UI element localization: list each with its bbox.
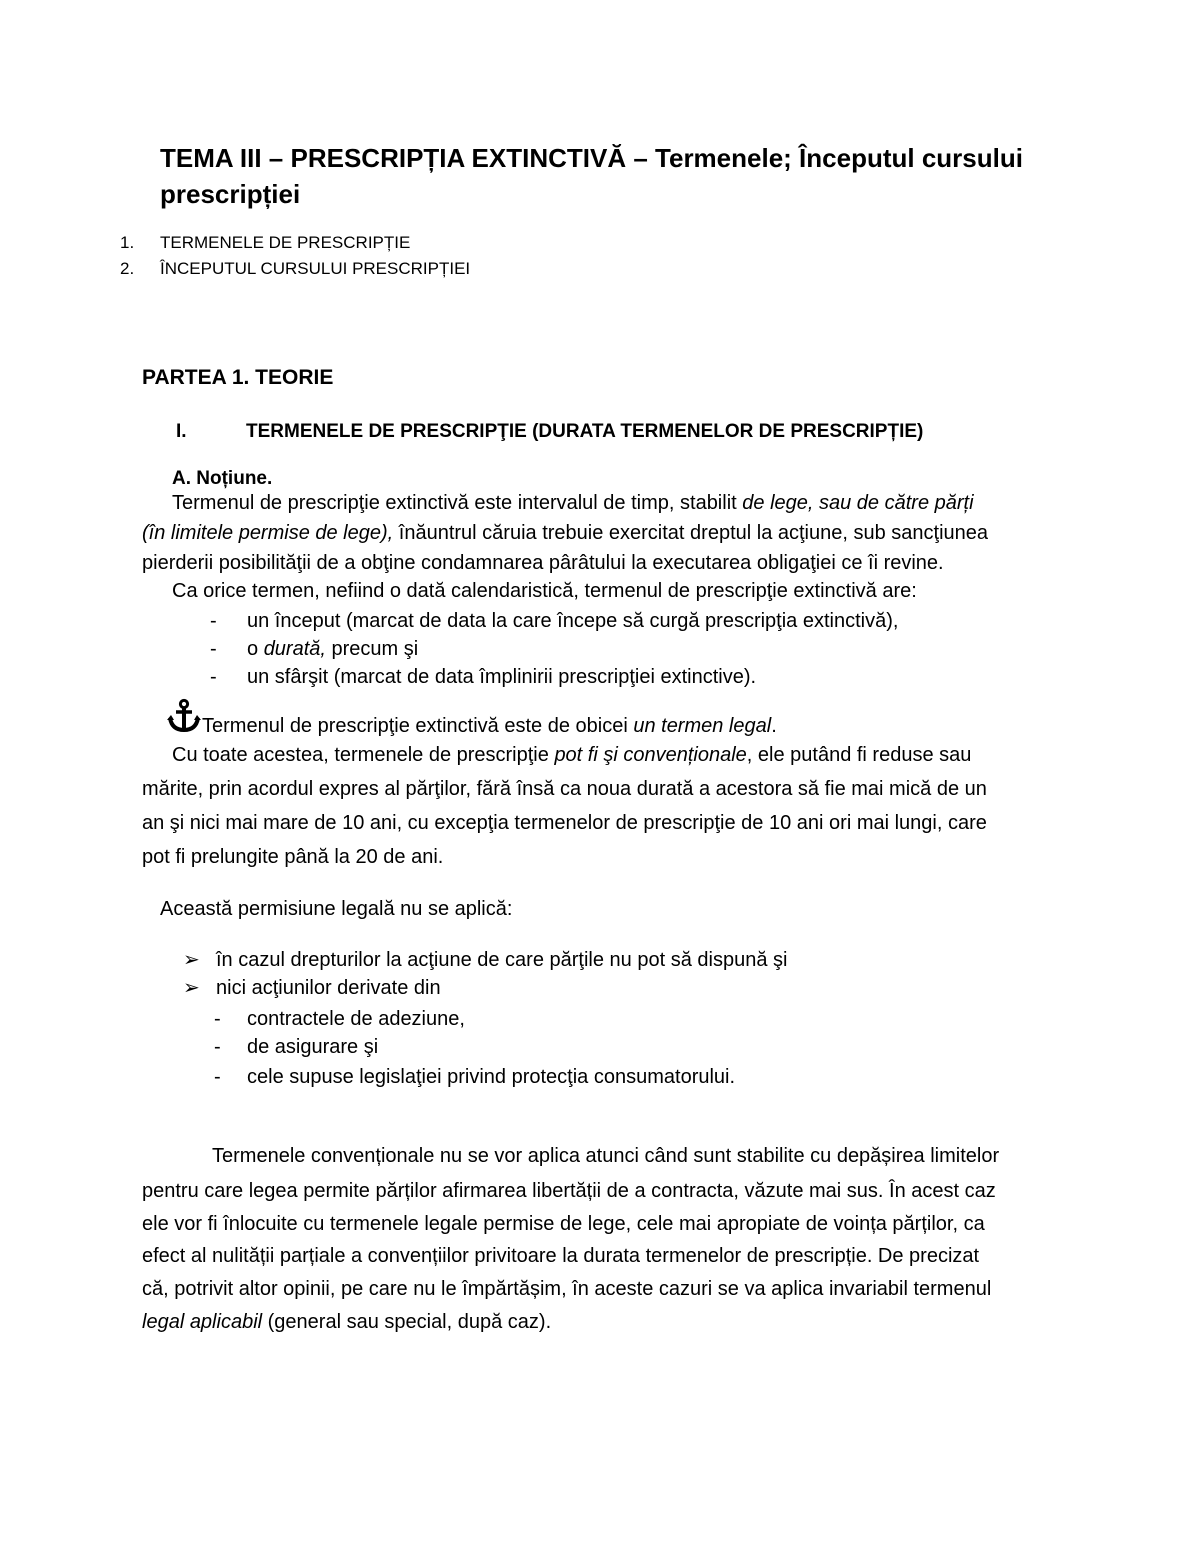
- paragraph-line: ele vor fi înlocuite cu termenele legale permise de lege, cele mai apropiate de voința părților, ca: [142, 1213, 985, 1235]
- list-item: în cazul drepturilor la acţiune de care părţile nu pot să dispună şi: [216, 949, 788, 971]
- list-dash: -: [210, 638, 217, 660]
- text-run: Termenul de prescripţie extinctivă este de obicei: [202, 715, 634, 737]
- list-item: un început (marcat de data la care începe să curgă prescripţia extinctivă),: [247, 610, 899, 632]
- text-run: precum şi: [325, 638, 419, 660]
- paragraph-line: Termenele convenționale nu se vor aplica atunci când sunt stabilite cu depășirea limitelor: [212, 1145, 1000, 1167]
- document-title: [160, 140, 1120, 212]
- paragraph-line: mărite, prin acordul expres al părţilor, fără însă ca noua durată a acestora să fie mai mică de un: [142, 778, 987, 800]
- toc-number: 1.: [120, 233, 135, 252]
- paragraph-line: [142, 1309, 551, 1335]
- text-run: Termenul de prescripţie extinctivă este intervalul de timp, stabilit: [172, 492, 743, 514]
- list-dash: -: [214, 1066, 221, 1088]
- title-line1-rest: Termenele; Începutul cursului: [655, 143, 1023, 173]
- list-dash: -: [214, 1036, 221, 1058]
- title-line2: prescripției: [160, 179, 301, 209]
- paragraph-line: pentru care legea permite părților afirmarea libertății de a contracta, văzute mai sus. În acest caz: [142, 1180, 996, 1202]
- text-run: .: [771, 715, 777, 737]
- paragraph-line: [172, 490, 974, 516]
- part-heading: PARTEA 1. TEORIE: [142, 366, 334, 389]
- section-label: TERMENELE DE PRESCRIPŢIE (DURATA TERMENELOR DE PRESCRIPȚIE): [246, 421, 924, 442]
- paragraph-line: pierderii posibilităţii de a obţine condamnarea pârâtului la executarea obligaţiei ce îi revine.: [142, 552, 944, 574]
- italic-run: (în limitele permise de lege),: [142, 522, 394, 544]
- paragraph-line: că, potrivit altor opinii, pe care nu le împărtășim, în aceste cazuri se va aplica invariabil termenul: [142, 1278, 992, 1300]
- text-run: (general sau special, după caz).: [262, 1311, 552, 1333]
- table-of-contents: [120, 230, 470, 282]
- italic-run: un termen legal: [633, 715, 772, 737]
- list-item: cele supuse legislaţiei privind protecţia consumatorului.: [247, 1066, 736, 1088]
- toc-item: [120, 230, 470, 256]
- arrow-bullet-icon: ➢: [183, 949, 200, 971]
- section-number: I.: [176, 421, 187, 442]
- italic-run: de lege, sau de către părți: [742, 492, 974, 514]
- toc-item: [120, 256, 470, 282]
- paragraph-line: [172, 742, 971, 768]
- text-run: o: [247, 638, 264, 660]
- text-run: Cu toate acestea, termenele de prescripţie: [172, 744, 555, 766]
- paragraph-line: an şi nici mai mare de 10 ani, cu excepţia termenelor de prescripţie de 10 ani ori mai lungi, care: [142, 812, 987, 834]
- section-heading: [176, 419, 923, 445]
- toc-label: TERMENELE DE PRESCRIPȚIE: [160, 233, 411, 252]
- list-item: contractele de adeziune,: [247, 1008, 465, 1030]
- list-item: de asigurare şi: [247, 1036, 379, 1058]
- list-dash: -: [214, 1008, 221, 1030]
- toc-label: ÎNCEPUTUL CURSULUI PRESCRIPȚIEI: [160, 259, 471, 278]
- paragraph-line: pot fi prelungite până la 20 de ani.: [142, 846, 444, 868]
- subsection-heading: A. Noțiune.: [172, 468, 273, 489]
- paragraph-line: [202, 713, 777, 739]
- paragraph-line: [142, 520, 988, 546]
- text-run: , ele putând fi reduse sau: [746, 744, 972, 766]
- list-item: un sfârşit (marcat de data împlinirii prescripţiei extinctive).: [247, 666, 757, 688]
- italic-run: durată,: [263, 638, 326, 660]
- list-item: nici acţiunilor derivate din: [216, 977, 441, 999]
- title-bold-part: TEMA III – PRESCRIPȚIA EXTINCTIVĂ –: [160, 143, 656, 173]
- toc-number: 2.: [120, 259, 135, 278]
- paragraph-line: efect al nulității parțiale a convențiilor privitoare la durata termenelor de prescripție. De precizat: [142, 1245, 980, 1267]
- list-dash: -: [210, 666, 217, 688]
- arrow-bullet-icon: ➢: [183, 977, 200, 999]
- list-dash: -: [210, 610, 217, 632]
- text-run: înăuntrul căruia trebuie exercitat dreptul la acţiune, sub sancţiunea: [393, 522, 989, 544]
- italic-run: pot fi şi convenționale: [554, 744, 747, 766]
- paragraph-line: Această permisiune legală nu se aplică:: [160, 898, 513, 920]
- anchor-icon: [166, 698, 202, 734]
- list-item: [247, 636, 418, 662]
- paragraph-line: Ca orice termen, nefiind o dată calendaristică, termenul de prescripţie extinctivă are:: [172, 580, 917, 602]
- italic-run: legal aplicabil: [142, 1311, 263, 1333]
